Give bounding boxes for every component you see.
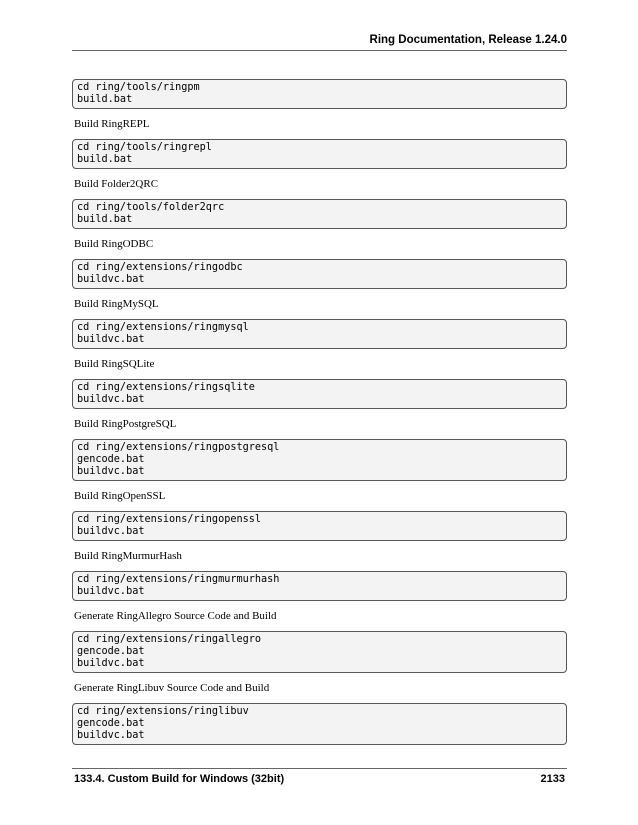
section-label: Build RingREPL: [74, 118, 150, 130]
code-line: gencode.bat: [77, 454, 145, 465]
code-line: gencode.bat: [77, 646, 145, 657]
section-label: Generate RingAllegro Source Code and Build: [74, 610, 277, 622]
code-line: buildvc.bat: [77, 334, 145, 345]
section-label: Build RingMurmurHash: [74, 550, 182, 562]
code-block: [72, 511, 567, 541]
code-line: buildvc.bat: [77, 658, 145, 669]
code-line: cd ring/extensions/ringallegro: [77, 634, 262, 645]
code-line: gencode.bat: [77, 718, 145, 729]
section-label: Build RingSQLite: [74, 358, 155, 370]
code-block: [72, 439, 567, 481]
code-line: cd ring/extensions/ringodbc: [77, 262, 243, 273]
code-line: cd ring/tools/ringrepl: [77, 142, 212, 153]
code-block: [72, 139, 567, 169]
section-label: Build RingODBC: [74, 238, 154, 250]
code-line: buildvc.bat: [77, 526, 145, 537]
code-line: cd ring/extensions/ringlibuv: [77, 706, 249, 717]
section-label: Generate RingLibuv Source Code and Build: [74, 682, 270, 694]
section-label: Build Folder2QRC: [74, 178, 159, 190]
code-line: cd ring/tools/folder2qrc: [77, 202, 225, 213]
code-line: cd ring/extensions/ringsqlite: [77, 382, 255, 393]
code-line: cd ring/extensions/ringmysql: [77, 322, 249, 333]
code-line: cd ring/tools/ringpm: [77, 82, 200, 93]
section-title: 133.4. Custom Build for Windows (32bit): [74, 773, 285, 785]
page-number: 2133: [540, 773, 565, 785]
code-block: [72, 259, 567, 289]
code-block: [72, 319, 567, 349]
code-block: [72, 379, 567, 409]
code-line: buildvc.bat: [77, 730, 145, 741]
section-label: Build RingMySQL: [74, 298, 159, 310]
document-title: Ring Documentation, Release 1.24.0: [369, 34, 567, 46]
section-label: Build RingPostgreSQL: [74, 418, 177, 430]
code-line: build.bat: [77, 154, 133, 165]
code-line: buildvc.bat: [77, 586, 145, 597]
code-line: cd ring/extensions/ringpostgresql: [77, 442, 280, 453]
code-block: [72, 703, 567, 745]
code-line: buildvc.bat: [77, 466, 145, 477]
code-line: cd ring/extensions/ringopenssl: [77, 514, 262, 525]
code-block: [72, 199, 567, 229]
code-line: buildvc.bat: [77, 394, 145, 405]
code-line: buildvc.bat: [77, 274, 145, 285]
page-footer: [72, 768, 567, 789]
code-block: [72, 571, 567, 601]
code-block: [72, 79, 567, 109]
page-content: [72, 79, 567, 745]
code-line: cd ring/extensions/ringmurmurhash: [77, 574, 280, 585]
page-header: [72, 28, 567, 51]
code-line: build.bat: [77, 94, 133, 105]
section-label: Build RingOpenSSL: [74, 490, 166, 502]
code-line: build.bat: [77, 214, 133, 225]
code-block: [72, 631, 567, 673]
